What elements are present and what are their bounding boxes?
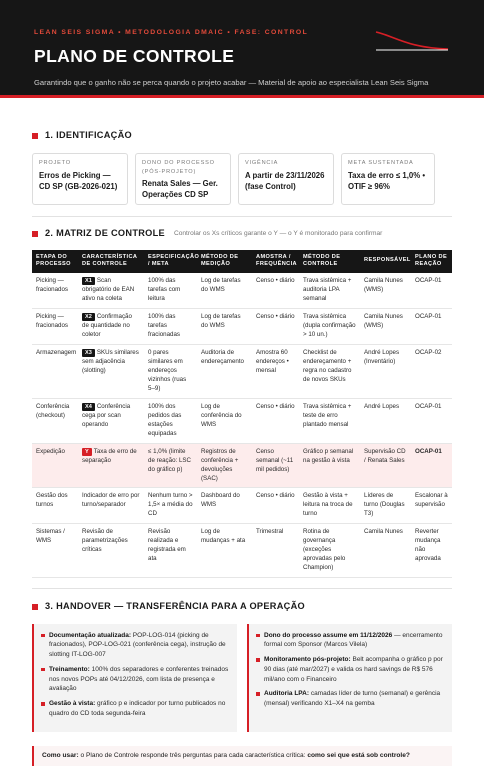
handover-item-title: Documentação atualizada: [49,631,131,639]
cell-amostra-text: Censo semanal (~11 mil pedidos) [256,447,294,473]
cell-metodo-controle-text: Gestão à vista + leitura na troca de turno [303,492,353,518]
cell-especificacao [144,273,197,308]
cell-plano-reacao [411,344,452,398]
cell-amostra-text: Trimestral [256,528,284,536]
cell-especificacao-text: 100% das tarefas com leitura [148,276,181,302]
cell-etapa [32,488,78,524]
card-label: DONO DO PROCESSO (PÓS-PROJETO) [142,160,215,175]
variable-tag: X2 [82,313,95,321]
cell-caracteristica [78,524,144,578]
handover-heading [32,600,452,613]
cell-responsavel-text: Camila Nunes [364,528,403,536]
table-header-row [32,250,452,273]
card-label: VIGÊNCIA [245,160,279,167]
cell-etapa [32,344,78,398]
cell-responsavel [360,273,411,308]
cell-especificacao-text: 100% dos pedidos das estações equipadas [148,402,182,437]
cell-metodo-medicao-text: Auditoria de endereçamento [201,348,244,365]
cell-etapa-text: Picking — fracionados [36,276,68,293]
cell-amostra-text: Censo • diário [256,492,295,500]
cell-especificacao-text: Revisão realizada e registrada em ata [148,528,186,563]
cell-etapa [32,524,78,578]
handover-item-text: POP-LOG-014 (picking de fracionados), POP-LOG-021 (conferência cega), instrução de slotting IT-LOG-007 [49,631,226,659]
cell-etapa [32,308,78,344]
cell-etapa-text: Armazenagem [36,348,77,356]
cell-metodo-controle [299,524,360,578]
matriz-heading [32,227,452,240]
how-to-use-note [32,746,452,766]
col-header: AMOSTRA / FREQUÊNCIA [252,250,299,273]
cell-metodo-controle-text: Checklist de endereçamento + regra no cadastro de novos SKUs [303,348,352,383]
cell-responsavel [360,524,411,578]
cell-amostra-text: Censo • diário [256,276,295,284]
card-value: Renata Sales — Ger. Operações CD SP [142,179,218,200]
cell-amostra [252,488,299,524]
col-header: MÉTODO DE MEDIÇÃO [197,250,252,273]
col-header: ETAPA DO PROCESSO [32,250,78,273]
cell-metodo-controle-text: Trava sistêmica (dupla confirmação > 10 un.) [303,312,356,338]
page-title: PLANO DE CONTROLE [34,45,235,66]
variable-tag: X1 [82,277,95,285]
cell-caracteristica [78,273,144,308]
handover-item-text: 100% dos separadores e conferentes treinados nos novos POPs até 04/12/2026, com lista de presença e avaliação [49,665,229,693]
cell-metodo-controle-text: Gráfico p semanal na gestão à vista [303,447,354,464]
matriz-title: 2. MATRIZ DE CONTROLE [45,228,165,239]
cell-etapa-text: Sistemas / WMS [36,528,65,545]
cell-plano-reacao-text: OCAP-01 [415,447,442,455]
cell-especificacao [144,488,197,524]
decay-curve-icon [374,26,450,52]
cell-plano-reacao-text: OCAP-01 [415,276,442,284]
cell-responsavel [360,488,411,524]
page-subtitle: Garantindo que o ganho não se perca quando o projeto acabar — Material de apoio ao especialista Lean Seis Sigma [34,78,429,88]
identificacao-title: 1. IDENTIFICAÇÃO [45,130,132,140]
table-row [32,308,452,344]
cell-responsavel [360,308,411,344]
divider [32,216,452,217]
col-header: ESPECIFICAÇÃO / META [144,250,197,273]
cell-metodo-medicao [197,308,252,344]
card-label: META SUSTENTADA [348,160,414,167]
howto-question: como sei que está sob controle? [307,751,410,759]
cell-plano-reacao-text: Escalonar à supervisão [415,492,448,509]
section-marker-icon [32,133,38,139]
handover-item [40,631,229,660]
cell-amostra-text: Censo • diário [256,402,295,410]
handover-item-title: Monitoramento pós-projeto: [264,656,351,664]
cell-plano-reacao-text: Reverter mudança não aprovada [415,528,441,563]
cell-etapa [32,398,78,443]
card-projeto [32,153,128,205]
cell-caracteristica [78,344,144,398]
cell-etapa-text: Expedição [36,447,65,455]
divider [32,588,452,589]
cell-amostra [252,308,299,344]
handover-item-title: Gestão à vista: [49,700,96,708]
cell-amostra-text: Censo • diário [256,312,295,320]
cell-caracteristica [78,398,144,443]
handover-right-list [255,631,444,709]
handover-item [255,631,444,651]
handover-left-panel [32,624,237,732]
cell-responsavel [360,344,411,398]
cell-metodo-medicao [197,398,252,443]
control-matrix-table [32,250,452,579]
card-vigencia [238,153,334,205]
cell-responsavel [360,443,411,488]
cell-plano-reacao-text: OCAP-01 [415,312,442,320]
handover-title: 3. HANDOVER — TRANSFERÊNCIA PARA A OPERAÇÃO [45,601,305,612]
cell-metodo-controle-text: Trava sistêmica + teste de erro plantado mensal [303,402,352,428]
cell-caracteristica-text: SKUs similares sem adjacência (slotting) [82,348,139,374]
col-header: CARACTERÍSTICA DE CONTROLE [78,250,144,273]
cell-plano-reacao-text: OCAP-01 [415,402,442,410]
cell-caracteristica-text: Revisão de parametrizações críticas [82,528,128,554]
cell-plano-reacao [411,308,452,344]
cell-plano-reacao [411,443,452,488]
header-kicker: LEAN SEIS SIGMA • METODOLOGIA DMAIC • FASE: CONTROL [34,29,309,36]
cell-etapa-text: Gestão dos turnos [36,492,68,509]
cell-metodo-controle [299,443,360,488]
cell-metodo-controle [299,488,360,524]
cell-amostra [252,273,299,308]
cell-metodo-medicao [197,443,252,488]
cell-caracteristica-text: Indicador de erro por turno/separador [82,492,140,509]
cell-metodo-medicao [197,344,252,398]
cell-metodo-medicao-text: Dashboard do WMS [201,492,240,509]
cell-caracteristica [78,443,144,488]
cell-caracteristica-text: Confirmação de quantidade no coletor [82,312,132,338]
cell-metodo-medicao-text: Log de tarefas do WMS [201,312,241,329]
cell-plano-reacao [411,273,452,308]
table-row [32,273,452,308]
cell-plano-reacao [411,398,452,443]
cell-metodo-controle [299,344,360,398]
cell-especificacao [144,308,197,344]
cell-especificacao [144,398,197,443]
cell-metodo-medicao [197,524,252,578]
handover-item [40,699,229,719]
cell-amostra [252,344,299,398]
cell-responsavel [360,398,411,443]
cell-caracteristica [78,488,144,524]
cell-caracteristica-text: Scan obrigatório de EAN ativo na coleta [82,276,135,302]
cell-etapa-text: Conferência (checkout) [36,402,70,419]
handover-item [255,655,444,684]
table-body [32,273,452,578]
cell-caracteristica-text: Conferência cega por scan operando [82,402,131,428]
matriz-note: Controlar os Xs críticos garante o Y — o Y é monitorado para confirmar [173,230,383,238]
handover-left-list [40,631,229,719]
cell-metodo-medicao-text: Registros de conferência + devoluções (SAC) [201,447,239,482]
table-row [32,398,452,443]
cell-amostra-text: Amostra 60 endereços • mensal [256,348,289,374]
card-value: Taxa de erro ≤ 1,0% • OTIF ≥ 96% [348,170,426,192]
cell-metodo-medicao-text: Log de mudanças + ata [201,528,246,545]
card-label: PROJETO [39,160,71,167]
handover-columns [32,624,452,732]
cell-especificacao [144,524,197,578]
card-meta-sustentada [341,153,435,205]
handover-item [255,689,444,709]
cell-metodo-medicao [197,273,252,308]
cell-amostra [252,524,299,578]
cell-plano-reacao-text: OCAP-02 [415,348,442,356]
col-header: PLANO DE REAÇÃO [411,250,452,273]
cell-metodo-controle [299,398,360,443]
table-row [32,344,452,398]
cell-metodo-controle-text: Rotina de governança (exceções aprovadas pelo Champion) [303,528,346,572]
cell-responsavel-text: Supervisão CD / Renata Sales [364,447,406,464]
howto-text: o Plano de Controle responde três perguntas para cada característica crítica: [78,751,308,759]
variable-tag: X3 [82,349,95,357]
handover-section [0,600,484,731]
cell-responsavel-text: Camila Nunes (WMS) [364,312,403,329]
cell-especificacao [144,443,197,488]
page-header [0,0,484,98]
cell-responsavel-text: Camila Nunes (WMS) [364,276,403,293]
card-dono-processo [135,153,231,205]
col-header: MÉTODO DE CONTROLE [299,250,360,273]
handover-right-panel [247,624,452,732]
identificacao-cards [32,153,452,205]
cell-especificacao-text: 100% das tarefas fracionadas [148,312,180,338]
cell-especificacao [144,344,197,398]
handover-item-title: Dono do processo assume em 11/12/2026 [264,631,393,639]
table-row [32,524,452,578]
handover-item-text: gráfico p e indicador por turno publicados no quadro do CD toda segunda-feira [49,700,226,717]
handover-item-text: camadas líder de turno (semanal) e gerência (mensal) verificando X1–X4 na gemba [264,690,441,708]
cell-plano-reacao [411,524,452,578]
identificacao-heading [32,129,452,142]
howto-label: Como usar: [42,751,79,759]
cell-responsavel-text: André Lopes (Inventário) [364,348,400,365]
cell-metodo-controle [299,273,360,308]
cell-especificacao-text: ≤ 1,0% (limite de reação: LSC do gráfico p) [148,447,191,473]
cell-amostra [252,443,299,488]
cell-metodo-controle [299,308,360,344]
matriz-section [0,227,484,578]
cell-plano-reacao [411,488,452,524]
handover-item [40,665,229,694]
cell-especificacao-text: 0 pares similares em endereços vizinhos (ruas 5–9) [148,348,187,392]
cell-responsavel-text: André Lopes [364,402,400,410]
section-marker-icon [32,604,38,610]
cell-especificacao-text: Nenhum turno > 1,5× a média do CD [148,492,193,518]
cell-caracteristica [78,308,144,344]
cell-metodo-medicao-text: Log de conferência do WMS [201,402,242,428]
handover-item-text: — encerramento formal com Sponsor (Marcos Vilela) [264,631,443,649]
cell-etapa [32,443,78,488]
handover-item-title: Auditoria LPA: [264,690,310,698]
variable-tag: Y [82,448,92,456]
cell-responsavel-text: Líderes de turno (Douglas T3) [364,492,405,518]
cell-amostra [252,398,299,443]
card-value: A partir de 23/11/2026 (fase Control) [245,170,325,192]
handover-item-text: Belt acompanha o gráfico p por 90 dias (até mar/2027) e valida os hard savings de R$ 576 mil/ano com o Financeiro [264,656,443,683]
cell-metodo-medicao [197,488,252,524]
handover-item-title: Treinamento: [49,665,90,673]
col-header: RESPONSÁVEL [360,250,411,273]
section-marker-icon [32,231,38,237]
cell-etapa-text: Picking — fracionados [36,312,68,329]
table-row [32,443,452,488]
variable-tag: X4 [82,403,95,411]
cell-caracteristica-text: Taxa de erro de separação [82,447,137,464]
card-value: Erros de Picking — CD SP (GB-2026-021) [39,170,118,192]
cell-metodo-controle-text: Trava sistêmica + auditoria LPA semanal [303,276,352,302]
cell-metodo-medicao-text: Log de tarefas do WMS [201,276,241,293]
table-row [32,488,452,524]
identificacao-section [0,129,484,205]
cell-etapa [32,273,78,308]
